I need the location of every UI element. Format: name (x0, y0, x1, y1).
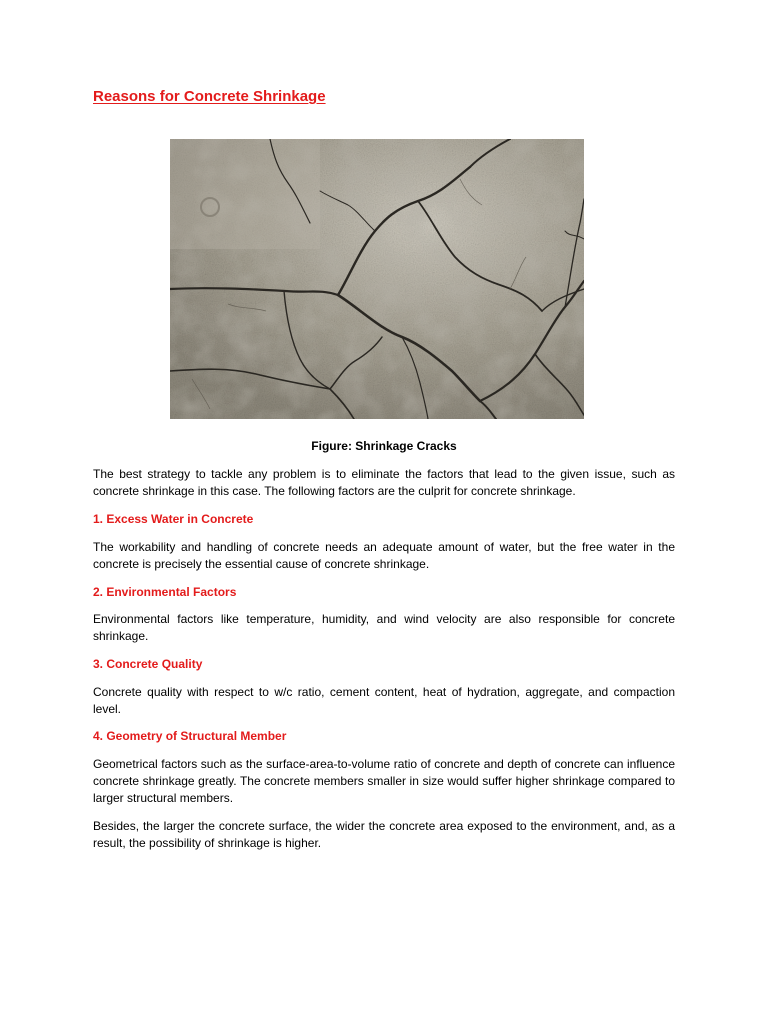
section-paragraph-concrete-quality: Concrete quality with respect to w/c ratio, cement content, heat of hydration, aggregate, and compaction level. (93, 685, 675, 716)
concrete-crack-image (170, 139, 584, 419)
section-heading-geometry: 4. Geometry of Structural Member (93, 729, 287, 743)
section-heading-excess-water: 1. Excess Water in Concrete (93, 512, 254, 526)
section-paragraph-surface-exposure: Besides, the larger the concrete surface, the wider the concrete area exposed to the environment, and, as a result, the possibility of shrinkage is higher. (93, 819, 675, 850)
section-paragraph-geometry: Geometrical factors such as the surface-area-to-volume ratio of concrete and depth of concrete can influence concrete shrinkage greatly. The concrete members smaller in size would suffer higher shrinkage compared to larger structural members. (93, 757, 675, 805)
section-paragraph-excess-water: The workability and handling of concrete needs an adequate amount of water, but the free water in the concrete is precisely the essential cause of concrete shrinkage. (93, 540, 675, 571)
section-paragraph-environmental-factors: Environmental factors like temperature, humidity, and wind velocity are also responsible for concrete shrinkage. (93, 612, 675, 643)
document-title: Reasons for Concrete Shrinkage (93, 88, 326, 105)
intro-paragraph: The best strategy to tackle any problem is to eliminate the factors that lead to the given issue, such as concrete shrinkage in this case. The following factors are the culprit for concrete shrinkage. (93, 467, 675, 498)
section-heading-environmental-factors: 2. Environmental Factors (93, 585, 237, 599)
section-heading-concrete-quality: 3. Concrete Quality (93, 657, 203, 671)
shrinkage-cracks-photo (170, 139, 584, 419)
figure-caption: Figure: Shrinkage Cracks (311, 439, 457, 453)
